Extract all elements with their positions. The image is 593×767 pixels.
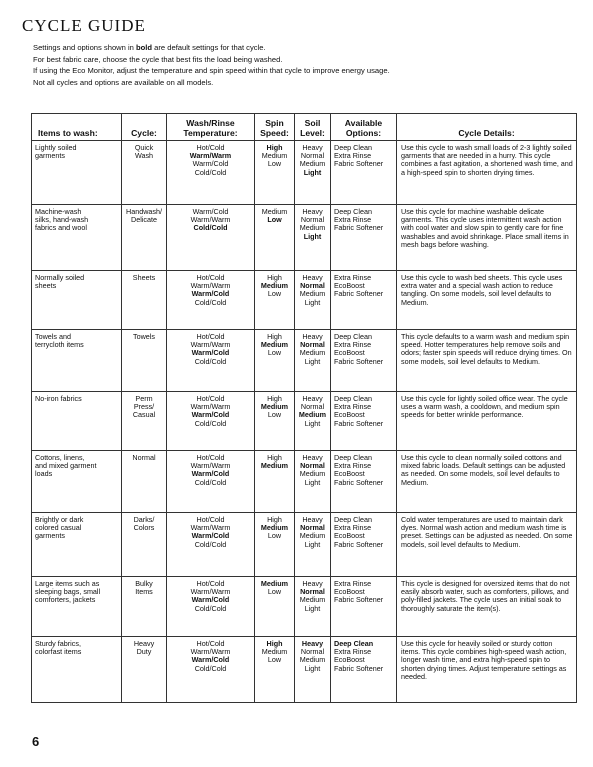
header-options: Available Options: <box>331 114 397 141</box>
cycle-cell <box>122 330 167 392</box>
table-row <box>32 330 577 392</box>
soil-option: Light <box>304 539 321 549</box>
available-option: Fabric Softener <box>334 223 384 233</box>
available-option: Fabric Softener <box>334 418 384 428</box>
temperature-option: Warm/Cold <box>191 469 230 479</box>
available-option: Deep Clean <box>334 639 374 648</box>
intro-line: For best fabric care, choose the cycle that best fits the load being washed. <box>33 54 283 64</box>
available-option: Fabric Softener <box>334 539 384 549</box>
cycle-details-text: This cycle defaults to a warm wash and medium spin speed. Hotter temperatures help remove soils and odors; faster spin speeds will reduce drying times. On some models, soil level defaults to Medium. <box>401 332 572 366</box>
items-text: Lightly soiled <box>35 143 77 152</box>
temperature-option: Warm/Warm <box>190 215 231 225</box>
items-text: terrycloth items <box>35 340 84 350</box>
available-option: Extra Rinse <box>334 151 372 161</box>
spin-option: Low <box>267 655 282 665</box>
spin-option: Medium <box>261 647 288 657</box>
soil-option: Light <box>304 477 321 487</box>
temperature-cell <box>167 451 255 513</box>
cycle-cell <box>122 271 167 330</box>
temperature-option: Hot/Cold <box>196 639 225 648</box>
cycle-name: Sheets <box>132 273 156 282</box>
spin-option: Low <box>267 159 282 169</box>
spin-option: Low <box>267 410 282 420</box>
soil-option: Heavy <box>302 579 323 588</box>
table-row <box>32 451 577 513</box>
temperature-option: Warm/Warm <box>190 587 231 597</box>
available-option: Extra Rinse <box>334 523 372 533</box>
temperature-option: Warm/Warm <box>190 523 231 533</box>
soil-option: Light <box>304 603 321 613</box>
spin-cell <box>255 392 295 451</box>
items-text: Towels and <box>35 332 71 341</box>
available-option: Extra Rinse <box>334 340 372 350</box>
details-cell <box>397 392 577 451</box>
spin-cell <box>255 205 295 271</box>
table-row <box>32 271 577 330</box>
temperature-option: Cold/Cold <box>194 663 227 673</box>
soil-option: Medium <box>299 655 326 665</box>
temperature-option: Hot/Cold <box>196 579 225 588</box>
temperature-option: Cold/Cold <box>193 223 228 233</box>
available-option: Extra Rinse <box>334 215 372 225</box>
temperature-option: Cold/Cold <box>194 418 227 428</box>
soil-cell <box>295 577 331 637</box>
details-cell <box>397 513 577 577</box>
items-text: Machine-wash <box>35 207 82 216</box>
cycle-name: Delicate <box>131 215 157 225</box>
cycle-name: Bulky <box>135 579 153 588</box>
intro-line: If using the Eco Monitor, adjust the temperature and spin speed within that cycle to improve energy usage. <box>33 66 390 76</box>
soil-option: Medium <box>299 348 326 358</box>
spin-option: High <box>267 394 282 403</box>
spin-cell <box>255 637 295 703</box>
cycle-guide-table <box>31 113 577 703</box>
soil-option: Normal <box>300 151 325 161</box>
items-cell <box>32 330 122 392</box>
cycle-details-text: Use this cycle to wash bed sheets. This cycle uses extra water and a special wash action to reduce tangling. On some models, soil level defaults to Medium. <box>401 273 563 307</box>
cycle-cell <box>122 637 167 703</box>
cycle-name: Heavy <box>133 639 155 648</box>
available-option: Extra Rinse <box>334 579 372 588</box>
temperature-cell <box>167 271 255 330</box>
available-option: Fabric Softener <box>334 477 384 487</box>
temperature-option: Warm/Cold <box>192 159 229 169</box>
available-option: Deep Clean <box>334 515 372 524</box>
soil-option: Normal <box>300 340 325 350</box>
cycle-name: Items <box>135 587 153 597</box>
temperature-option: Warm/Cold <box>192 207 229 216</box>
available-option: Fabric Softener <box>334 663 384 673</box>
cycle-cell <box>122 577 167 637</box>
available-option: Deep Clean <box>334 453 372 462</box>
temperature-option: Cold/Cold <box>194 167 227 177</box>
temperature-cell <box>167 205 255 271</box>
items-cell <box>32 451 122 513</box>
options-cell <box>331 451 397 513</box>
temperature-option: Warm/Cold <box>191 410 230 420</box>
cycle-details-text: Use this cycle to clean normally soiled cottons and mixed fabric loads. Default settings can be adjusted as needed. On some models, soil level defaults to Medium. <box>401 453 566 487</box>
table-row <box>32 513 577 577</box>
soil-option: Heavy <box>302 515 323 524</box>
available-option: EcoBoost <box>334 281 365 291</box>
soil-option: Heavy <box>302 394 323 403</box>
items-text: fabrics and wool <box>35 223 87 233</box>
spin-option: Medium <box>260 402 289 412</box>
spin-option: Low <box>267 531 282 541</box>
spin-cell <box>255 141 295 205</box>
cycle-name: Towels <box>133 332 155 341</box>
spin-option: High <box>267 273 282 282</box>
available-option: Extra Rinse <box>334 647 372 657</box>
items-text: sleeping bags, small <box>35 587 101 597</box>
soil-option: Light <box>303 231 322 241</box>
items-cell <box>32 577 122 637</box>
cycle-details-text: Use this cycle for heavily soiled or sturdy cotton items. This cycle combines high-speed wash action, longer wash time, and extra high-speed spin to shorten drying times. Adjust temperature settings as needed. <box>401 639 567 681</box>
cycle-name: Normal <box>132 453 156 462</box>
cycle-name: Darks/ <box>133 515 155 524</box>
temperature-option: Hot/Cold <box>196 394 225 403</box>
items-cell <box>32 392 122 451</box>
intro-line: Not all cycles and options are available on all models. <box>33 77 214 87</box>
options-cell <box>331 392 397 451</box>
items-text: Normally soiled <box>35 273 85 282</box>
spin-option: Medium <box>261 207 288 216</box>
available-option: Deep Clean <box>334 394 372 403</box>
page-title: CYCLE GUIDE <box>22 16 146 35</box>
items-text: colorfast items <box>35 647 82 657</box>
available-option: Fabric Softener <box>334 595 384 605</box>
available-option: Fabric Softener <box>334 356 384 366</box>
soil-option: Normal <box>300 402 325 412</box>
soil-option: Normal <box>300 587 325 597</box>
table-body <box>32 141 577 703</box>
spin-option: Low <box>267 587 282 597</box>
available-option: Fabric Softener <box>334 159 384 169</box>
spin-cell <box>255 330 295 392</box>
header-items: Items to wash: <box>32 114 122 141</box>
available-option: Deep Clean <box>334 332 372 341</box>
table-row <box>32 205 577 271</box>
cycle-name: Casual <box>132 410 156 420</box>
spin-option: High <box>266 143 283 152</box>
temperature-cell <box>167 577 255 637</box>
spin-option: Medium <box>260 579 289 588</box>
available-option: EcoBoost <box>334 531 365 541</box>
items-cell <box>32 271 122 330</box>
options-cell <box>331 577 397 637</box>
soil-cell <box>295 513 331 577</box>
spin-option: Medium <box>261 151 288 161</box>
spin-option: High <box>267 515 282 524</box>
items-text: garments <box>35 531 65 541</box>
spin-option: Medium <box>260 340 289 350</box>
available-option: EcoBoost <box>334 348 365 358</box>
spin-cell <box>255 271 295 330</box>
cycle-details-text: This cycle is designed for oversized items that do not easily absorb water, such as comforters, pillows, and poly-filled jackets. The cycle uses an initial soak to thoroughly saturate the item(s). <box>401 579 570 613</box>
temperature-option: Hot/Cold <box>196 332 225 341</box>
soil-option: Medium <box>299 159 326 169</box>
temperature-option: Warm/Warm <box>190 647 231 657</box>
cycle-cell <box>122 392 167 451</box>
items-text: silks, hand-wash <box>35 215 89 225</box>
temperature-option: Warm/Cold <box>191 655 230 665</box>
available-option: Extra Rinse <box>334 273 372 282</box>
available-option: Fabric Softener <box>334 289 384 299</box>
soil-option: Heavy <box>302 143 323 152</box>
details-cell <box>397 577 577 637</box>
soil-option: Medium <box>299 469 326 479</box>
temperature-option: Hot/Cold <box>196 273 225 282</box>
temperature-option: Hot/Cold <box>196 143 225 152</box>
temperature-option: Warm/Warm <box>190 281 231 291</box>
soil-option: Normal <box>300 461 325 471</box>
available-option: EcoBoost <box>334 655 365 665</box>
soil-option: Heavy <box>301 639 324 648</box>
items-text: and mixed garment <box>35 461 97 471</box>
soil-option: Medium <box>299 531 326 541</box>
soil-cell <box>295 330 331 392</box>
header-spin: Spin Speed: <box>255 114 295 141</box>
soil-option: Medium <box>299 595 326 605</box>
options-cell <box>331 637 397 703</box>
soil-option: Normal <box>300 215 325 225</box>
temperature-cell <box>167 513 255 577</box>
table-row <box>32 141 577 205</box>
items-cell <box>32 513 122 577</box>
details-cell <box>397 205 577 271</box>
available-option: EcoBoost <box>334 410 365 420</box>
options-cell <box>331 271 397 330</box>
cycle-cell <box>122 513 167 577</box>
temperature-cell <box>167 637 255 703</box>
temperature-option: Warm/Cold <box>191 531 230 541</box>
page-number: 6 <box>32 734 40 749</box>
options-cell <box>331 330 397 392</box>
temperature-option: Hot/Cold <box>196 515 225 524</box>
items-text: Cottons, linens, <box>35 453 85 462</box>
soil-option: Normal <box>300 647 325 657</box>
cycle-details-text: Use this cycle for machine washable delicate garments. This cycle uses intermittent wash action with cool water and slow spin to gently care for fine washables and avoid shrinkage. Place small items in mesh bags before washing. <box>401 207 569 249</box>
temperature-option: Warm/Cold <box>191 595 230 605</box>
soil-option: Medium <box>299 223 326 233</box>
spin-option: High <box>267 453 282 462</box>
header-soil: Soil Level: <box>295 114 331 141</box>
cycle-cell <box>122 451 167 513</box>
spin-option: Low <box>267 348 282 358</box>
soil-cell <box>295 637 331 703</box>
spin-option: Medium <box>260 461 289 471</box>
soil-option: Heavy <box>302 273 323 282</box>
spin-option: Low <box>267 289 282 299</box>
items-text: sheets <box>35 281 57 291</box>
items-text: loads <box>35 469 53 479</box>
temperature-option: Warm/Cold <box>191 289 230 299</box>
temperature-option: Cold/Cold <box>194 356 227 366</box>
details-cell <box>397 330 577 392</box>
items-cell <box>32 141 122 205</box>
cycle-name: Wash <box>134 151 154 161</box>
soil-cell <box>295 271 331 330</box>
temperature-option: Warm/Warm <box>190 402 231 412</box>
available-option: EcoBoost <box>334 469 365 479</box>
available-option: Extra Rinse <box>334 461 372 471</box>
header-temperature: Wash/Rinse Temperature: <box>167 114 255 141</box>
table-row <box>32 637 577 703</box>
options-cell <box>331 513 397 577</box>
temperature-option: Cold/Cold <box>194 297 227 307</box>
table-row <box>32 392 577 451</box>
soil-option: Heavy <box>302 207 323 216</box>
spin-option: High <box>266 639 283 648</box>
cycle-details-text: Use this cycle for lightly soiled office wear. The cycle uses a warm wash, a cooldown, and medium spin speeds for better wrinkle performance. <box>401 394 568 420</box>
cycle-name: Duty <box>136 647 152 657</box>
soil-option: Heavy <box>302 453 323 462</box>
table-header-row <box>32 114 577 141</box>
cycle-name: Press/ <box>133 402 155 412</box>
items-text: comforters, jackets <box>35 595 96 605</box>
soil-cell <box>295 392 331 451</box>
temperature-option: Warm/Cold <box>191 348 230 358</box>
soil-option: Heavy <box>302 332 323 341</box>
details-cell <box>397 141 577 205</box>
details-cell <box>397 451 577 513</box>
header-details: Cycle Details: <box>397 114 577 141</box>
cycle-cell <box>122 205 167 271</box>
temperature-cell <box>167 392 255 451</box>
items-text: Large items such as <box>35 579 100 588</box>
temperature-cell <box>167 141 255 205</box>
available-option: EcoBoost <box>334 587 365 597</box>
temperature-option: Cold/Cold <box>194 477 227 487</box>
available-option: Deep Clean <box>334 143 372 152</box>
intro-line: Settings and options shown in bold are default settings for that cycle. <box>33 43 266 52</box>
soil-option: Medium <box>298 410 327 420</box>
soil-option: Light <box>304 663 321 673</box>
items-text: Brightly or dark <box>35 515 84 524</box>
items-cell <box>32 205 122 271</box>
temperature-cell <box>167 330 255 392</box>
soil-cell <box>295 451 331 513</box>
spin-option: Low <box>267 215 282 225</box>
soil-option: Normal <box>300 281 325 291</box>
details-cell <box>397 271 577 330</box>
options-cell <box>331 141 397 205</box>
soil-option: Light <box>304 356 321 366</box>
cycle-name: Handwash/ <box>126 207 162 216</box>
spin-option: Medium <box>260 281 289 291</box>
cycle-details-text: Cold water temperatures are used to maintain dark dyes. Normal wash action and medium wash time is preset. Settings can be adjusted as needed. On some models, soil level defaults to Medium. <box>401 515 573 549</box>
temperature-option: Hot/Cold <box>196 453 225 462</box>
spin-cell <box>255 513 295 577</box>
temperature-option: Warm/Warm <box>190 461 231 471</box>
spin-cell <box>255 451 295 513</box>
header-cycle: Cycle: <box>122 114 167 141</box>
temperature-option: Cold/Cold <box>194 539 227 549</box>
soil-cell <box>295 141 331 205</box>
temperature-option: Cold/Cold <box>194 603 227 613</box>
spin-option: High <box>267 332 282 341</box>
details-cell <box>397 637 577 703</box>
options-cell <box>331 205 397 271</box>
soil-option: Light <box>304 297 321 307</box>
spin-cell <box>255 577 295 637</box>
soil-cell <box>295 205 331 271</box>
soil-option: Normal <box>300 523 325 533</box>
soil-option: Light <box>303 167 322 177</box>
temperature-option: Warm/Warm <box>189 151 232 161</box>
table-row <box>32 577 577 637</box>
cycle-name: Colors <box>133 523 155 533</box>
cycle-name: Quick <box>134 143 154 152</box>
intro-text <box>33 42 578 88</box>
cycle-name: Perm <box>135 394 153 403</box>
items-cell <box>32 637 122 703</box>
items-text: Sturdy fabrics, <box>35 639 81 648</box>
soil-option: Light <box>304 418 321 428</box>
items-text: garments <box>35 151 65 161</box>
soil-option: Medium <box>299 289 326 299</box>
cycle-details-text: Use this cycle to wash small loads of 2-3 lightly soiled garments that are needed in a hurry. This cycle combines a fast agitation, a shortened wash time, and a high-speed spin to shorten drying times. <box>401 143 573 177</box>
cycle-cell <box>122 141 167 205</box>
items-text: colored casual <box>35 523 82 533</box>
available-option: Deep Clean <box>334 207 372 216</box>
spin-option: Medium <box>260 523 289 533</box>
items-text: No-iron fabrics <box>35 394 82 403</box>
temperature-option: Warm/Warm <box>190 340 231 350</box>
available-option: Extra Rinse <box>334 402 372 412</box>
